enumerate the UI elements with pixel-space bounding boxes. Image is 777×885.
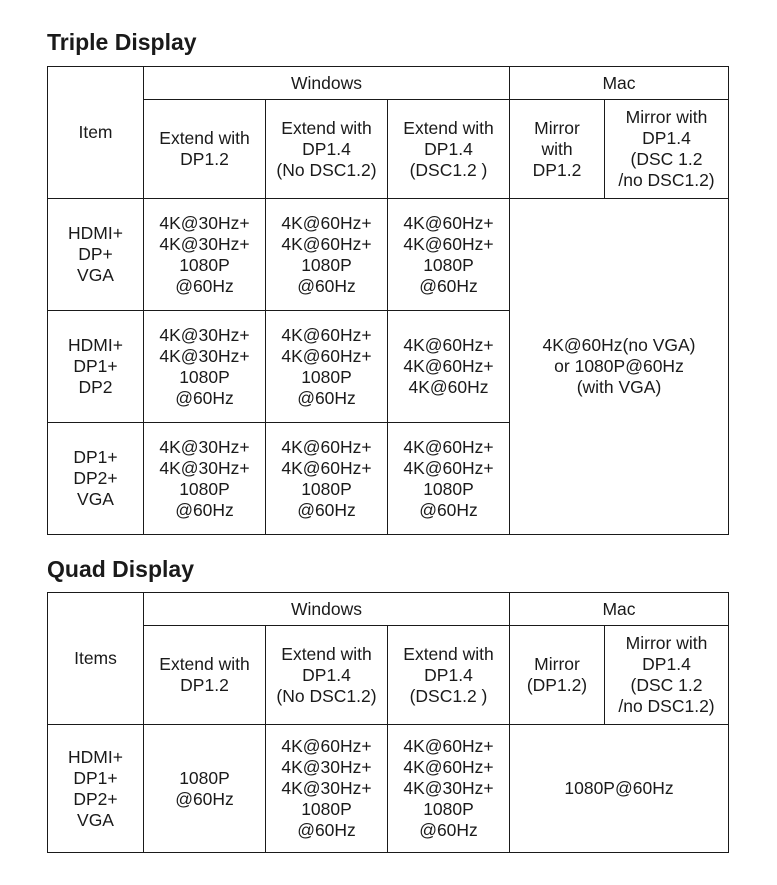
triple-display-title: Triple Display [47, 29, 197, 55]
table-cell: 4K@30Hz+ 4K@30Hz+ 1080P @60Hz [144, 199, 266, 311]
table-cell: 4K@60Hz+ 4K@60Hz+ 1080P @60Hz [388, 199, 510, 311]
windows-header: Windows [144, 593, 510, 626]
table-cell: 4K@60Hz+ 4K@60Hz+ 4K@60Hz [388, 311, 510, 423]
column-header: Mirror with DP1.4 (DSC 1.2 /no DSC1.2) [605, 100, 729, 199]
table-cell: 4K@60Hz+ 4K@60Hz+ 1080P @60Hz [388, 423, 510, 535]
table-cell: 4K@60Hz+ 4K@60Hz+ 1080P @60Hz [266, 199, 388, 311]
table-cell: 4K@30Hz+ 4K@30Hz+ 1080P @60Hz [144, 423, 266, 535]
table-cell: 4K@60Hz+ 4K@60Hz+ 1080P @60Hz [266, 311, 388, 423]
table-cell: 4K@60Hz+ 4K@60Hz+ 1080P @60Hz [266, 423, 388, 535]
row-item-label: DP1+ DP2+ VGA [48, 423, 144, 535]
mac-header: Mac [510, 67, 729, 100]
windows-header: Windows [144, 67, 510, 100]
mac-merged-cell: 4K@60Hz(no VGA) or 1080P@60Hz (with VGA) [510, 199, 729, 535]
item-header: Items [48, 593, 144, 725]
table-cell: 4K@60Hz+ 4K@60Hz+ 4K@30Hz+ 1080P @60Hz [388, 725, 510, 853]
mac-header: Mac [510, 593, 729, 626]
table-cell: 1080P @60Hz [144, 725, 266, 853]
item-header: Item [48, 67, 144, 199]
column-header: Extend with DP1.2 [144, 626, 266, 725]
quad-display-table [47, 592, 729, 853]
triple-display-table [47, 66, 729, 535]
column-header: Extend with DP1.4 (DSC1.2 ) [388, 626, 510, 725]
column-header: Mirror (DP1.2) [510, 626, 605, 725]
row-item-label: HDMI+ DP1+ DP2 [48, 311, 144, 423]
column-header: Extend with DP1.4 (No DSC1.2) [266, 100, 388, 199]
table-cell: 4K@60Hz+ 4K@30Hz+ 4K@30Hz+ 1080P @60Hz [266, 725, 388, 853]
column-header: Extend with DP1.4 (DSC1.2 ) [388, 100, 510, 199]
column-header: Mirror with DP1.4 (DSC 1.2 /no DSC1.2) [605, 626, 729, 725]
column-header: Mirror with DP1.2 [510, 100, 605, 199]
table-cell: 4K@30Hz+ 4K@30Hz+ 1080P @60Hz [144, 311, 266, 423]
row-item-label: HDMI+ DP1+ DP2+ VGA [48, 725, 144, 853]
column-header: Extend with DP1.4 (No DSC1.2) [266, 626, 388, 725]
mac-merged-cell: 1080P@60Hz [510, 725, 729, 853]
quad-display-title: Quad Display [47, 556, 194, 582]
row-item-label: HDMI+ DP+ VGA [48, 199, 144, 311]
column-header: Extend with DP1.2 [144, 100, 266, 199]
